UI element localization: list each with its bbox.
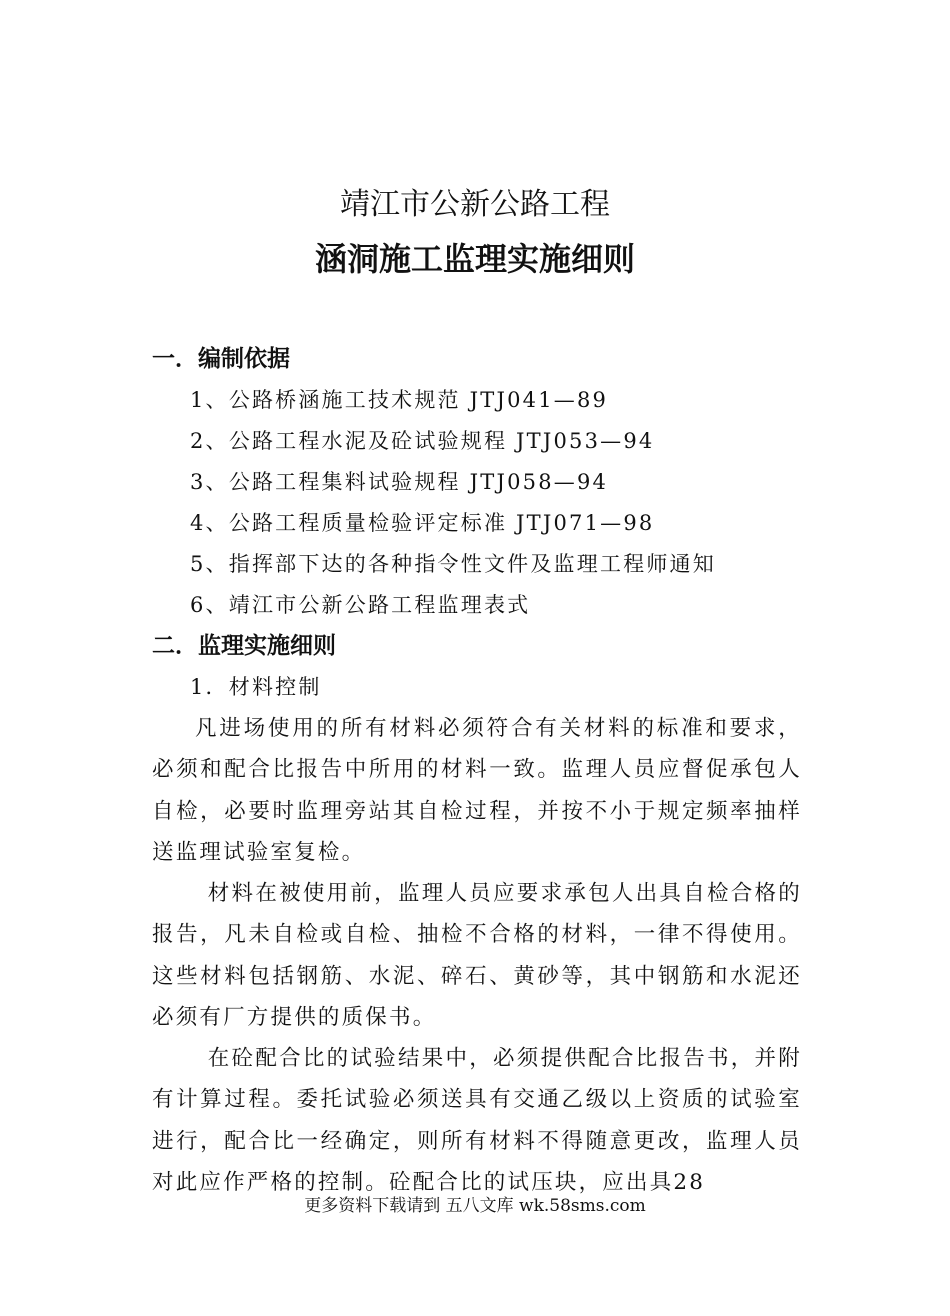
paragraph-mix-ratio: 在砼配合比的试验结果中，必须提供配合比报告书，并附有计算过程。委托试验必须送具有交通乙级以上资质的试验室进行，配合比一经确定，则所有材料不得随意更改，监理人员对此应作严格的控制。砼配合比的试压块，应出具28 (152, 1046, 802, 1195)
footer-note: 更多资料下载请到 五八文库 wk.58sms.com (304, 1196, 646, 1216)
basis-item-3: 3、公路工程集料试验规程 JTJ058—94 (190, 470, 609, 494)
document-subtitle: 涵洞施工监理实施细则 (314, 240, 635, 278)
basis-item-6: 6、靖江市公新公路工程监理表式 (190, 593, 531, 617)
basis-item-4: 4、公路工程质量检验评定标准 JTJ071—98 (190, 511, 655, 535)
basis-item-5: 5、指挥部下达的各种指令性文件及监理工程师通知 (190, 552, 716, 576)
paragraph-materials-requirements: 凡进场使用的所有材料必须符合有关材料的标准和要求，必须和配合比报告中所用的材料一致。监理人员应督促承包人自检，必要时监理旁站其自检过程，并按不小于规定频率抽样送监理试验室复检。 (152, 716, 802, 865)
subheading-material-control: 1．材料控制 (190, 675, 322, 699)
document-title: 靖江市公新公路工程 (340, 187, 610, 222)
basis-item-1: 1、公路桥涵施工技术规范 JTJ041—89 (190, 388, 609, 412)
basis-item-2: 2、公路工程水泥及砼试验规程 JTJ053—94 (190, 429, 655, 453)
section-heading-rules: 二．监理实施细则 (152, 633, 336, 659)
section-heading-basis: 一．编制依据 (152, 346, 290, 372)
paragraph-materials-inspection: 材料在被使用前，监理人员应要求承包人出具自检合格的报告，凡未自检或自检、抽检不合格的材料，一律不得使用。这些材料包括钢筋、水泥、碎石、黄砂等，其中钢筋和水泥还必须有厂方提供的质保书。 (152, 881, 802, 1030)
